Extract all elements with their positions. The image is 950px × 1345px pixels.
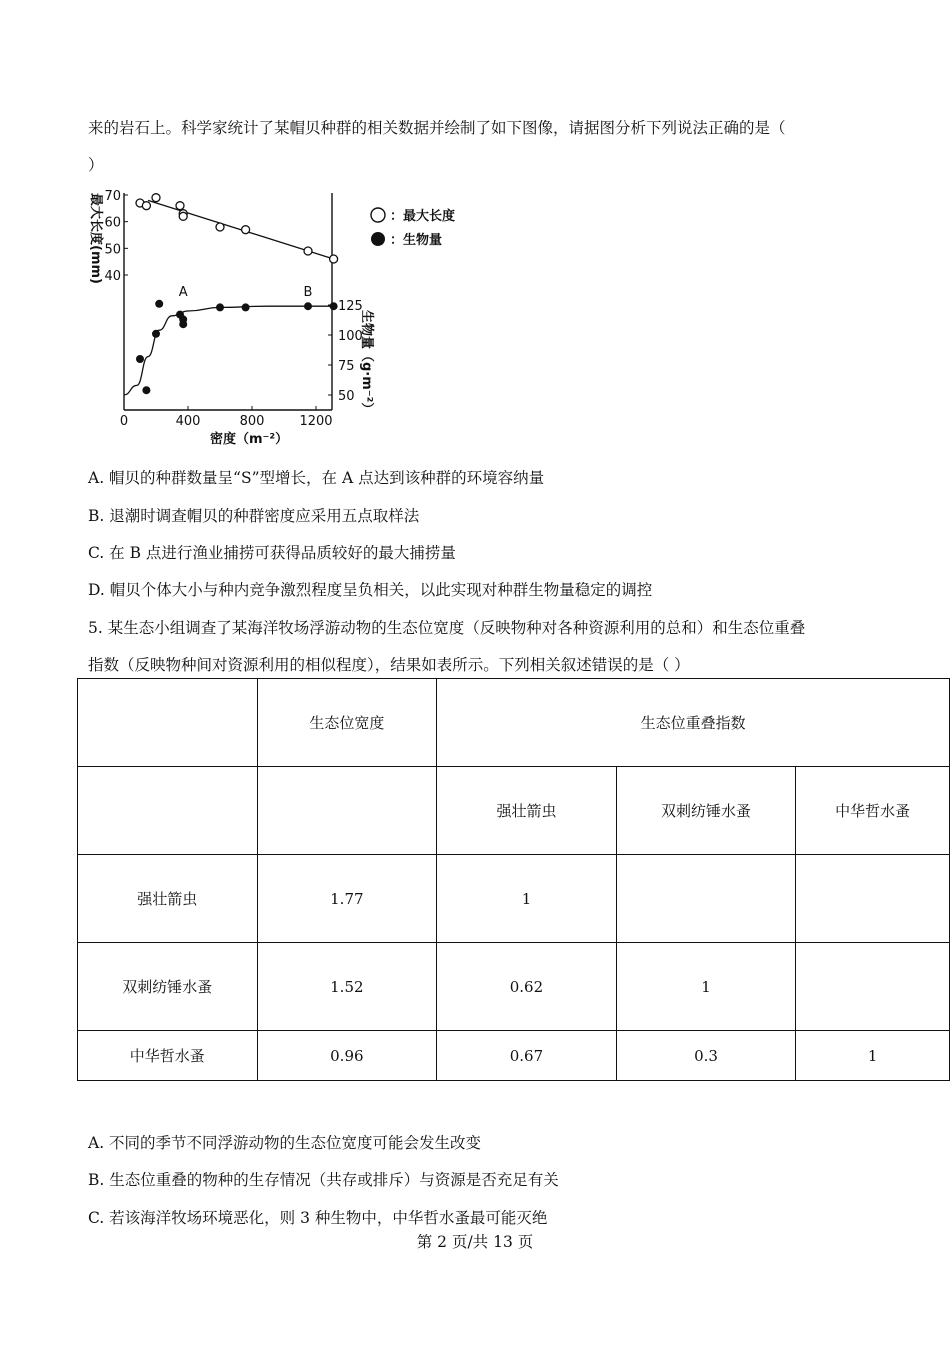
x-axis-label: 密度（m⁻²）	[210, 432, 289, 447]
table-header-cell: 生态位宽度	[257, 679, 437, 767]
length-point	[152, 194, 160, 202]
y-right-label: 生物量（g·m⁻²）	[359, 310, 374, 416]
niche-table	[77, 678, 950, 1081]
page-footer: 第 2 页/共 13 页	[416, 1233, 534, 1251]
length-point	[216, 223, 224, 231]
y-left-tick-label: 40	[104, 269, 121, 284]
option-a: A. 帽贝的种群数量呈“S”型增长，在 A 点达到该种群的环境容纳量	[88, 469, 545, 487]
y-left-tick-label: 50	[104, 242, 121, 258]
legend-label-length: ：最大长度	[390, 209, 456, 224]
y-left-tick-label: 60	[104, 215, 121, 231]
biomass-point	[136, 355, 144, 363]
table-row	[78, 943, 950, 1031]
table-row	[78, 855, 950, 943]
biomass-curve	[124, 306, 334, 395]
table-cell: 双刺纺锤水蚤	[78, 943, 258, 1031]
table-cell: 1	[437, 855, 617, 943]
option-c: C. 在 B 点进行渔业捕捞可获得品质较好的最大捕捞量	[88, 544, 456, 562]
x-tick-label: 800	[239, 414, 265, 429]
table-cell: 强壮箭虫	[78, 855, 258, 943]
y-right-tick-label: 50	[338, 389, 355, 404]
table-row	[78, 1031, 950, 1081]
table-header-cell: 生态位重叠指数	[437, 679, 950, 767]
table-header-cell	[257, 767, 437, 855]
table-cell: 1	[796, 1031, 950, 1081]
question-5-line: 指数（反映物种间对资源利用的相似程度），结果如表所示。下列相关叙述错误的是（ ）	[88, 656, 690, 674]
length-point	[176, 202, 184, 210]
biomass-point	[242, 303, 250, 311]
legend-label-biomass: ：生物量	[390, 233, 443, 248]
biomass-point	[304, 302, 312, 310]
table-header-cell	[78, 679, 258, 767]
length-point	[304, 247, 312, 255]
biomass-point	[179, 320, 187, 328]
table-cell: 1	[616, 943, 796, 1031]
table-header-cell: 中华哲水蚤	[796, 767, 950, 855]
table-cell	[796, 943, 950, 1031]
point-annotation: B	[303, 285, 313, 301]
question-text-line: 来的岩石上。科学家统计了某帽贝种群的相关数据并绘制了如下图像，请据图分析下列说法正确的是（	[88, 119, 786, 137]
option-d: D. 帽贝个体大小与种内竞争激烈程度呈负相关，以此实现对种群生物量稳定的调控	[88, 581, 653, 599]
y-left-label: 最大长度(mm)	[88, 193, 103, 284]
question-text-line: ）	[88, 156, 104, 174]
length-point	[330, 255, 338, 263]
option-a: A. 不同的季节不同浮游动物的生态位宽度可能会发生改变	[88, 1134, 482, 1152]
x-tick-label: 400	[175, 414, 201, 429]
option-b: B. 生态位重叠的物种的生存情况（共存或排斥）与资源是否充足有关	[88, 1171, 559, 1189]
length-point	[242, 226, 250, 234]
option-b: B. 退潮时调查帽贝的种群密度应采用五点取样法	[88, 507, 420, 525]
biomass-point	[155, 300, 163, 308]
question-5-line: 5. 某生态小组调查了某海洋牧场浮游动物的生态位宽度（反映物种对各种资源利用的总和）和生态位重叠	[88, 619, 806, 637]
y-left-tick-label: 70	[104, 189, 121, 204]
table-cell: 0.3	[616, 1031, 796, 1081]
point-annotation: A	[178, 285, 188, 301]
option-c: C. 若该海洋牧场环境恶化，则 3 种生物中，中华哲水蚤最可能灭绝	[88, 1209, 548, 1227]
biomass-point	[142, 386, 150, 394]
table-header-cell	[78, 767, 258, 855]
y-right-tick-label: 125	[338, 299, 363, 314]
table-cell: 1.77	[257, 855, 437, 943]
table-cell	[796, 855, 950, 943]
biomass-point	[216, 303, 224, 311]
y-right-tick-label: 75	[338, 359, 355, 374]
table-cell: 中华哲水蚤	[78, 1031, 258, 1081]
length-point	[179, 212, 187, 220]
y-right-tick-label: 100	[338, 329, 363, 344]
table-cell: 0.67	[437, 1031, 617, 1081]
density-chart	[80, 185, 480, 455]
biomass-point	[152, 330, 160, 338]
legend-hollow-marker	[371, 208, 385, 222]
table-cell: 0.62	[437, 943, 617, 1031]
x-tick-label: 0	[119, 414, 129, 429]
length-point	[142, 202, 150, 210]
table-cell: 0.96	[257, 1031, 437, 1081]
x-tick-label: 1200	[299, 414, 333, 429]
table-cell	[616, 855, 796, 943]
table-header-cell: 双刺纺锤水蚤	[616, 767, 796, 855]
table-cell: 1.52	[257, 943, 437, 1031]
legend-filled-marker	[371, 232, 385, 246]
table-header-cell: 强壮箭虫	[437, 767, 617, 855]
biomass-point	[330, 302, 338, 310]
